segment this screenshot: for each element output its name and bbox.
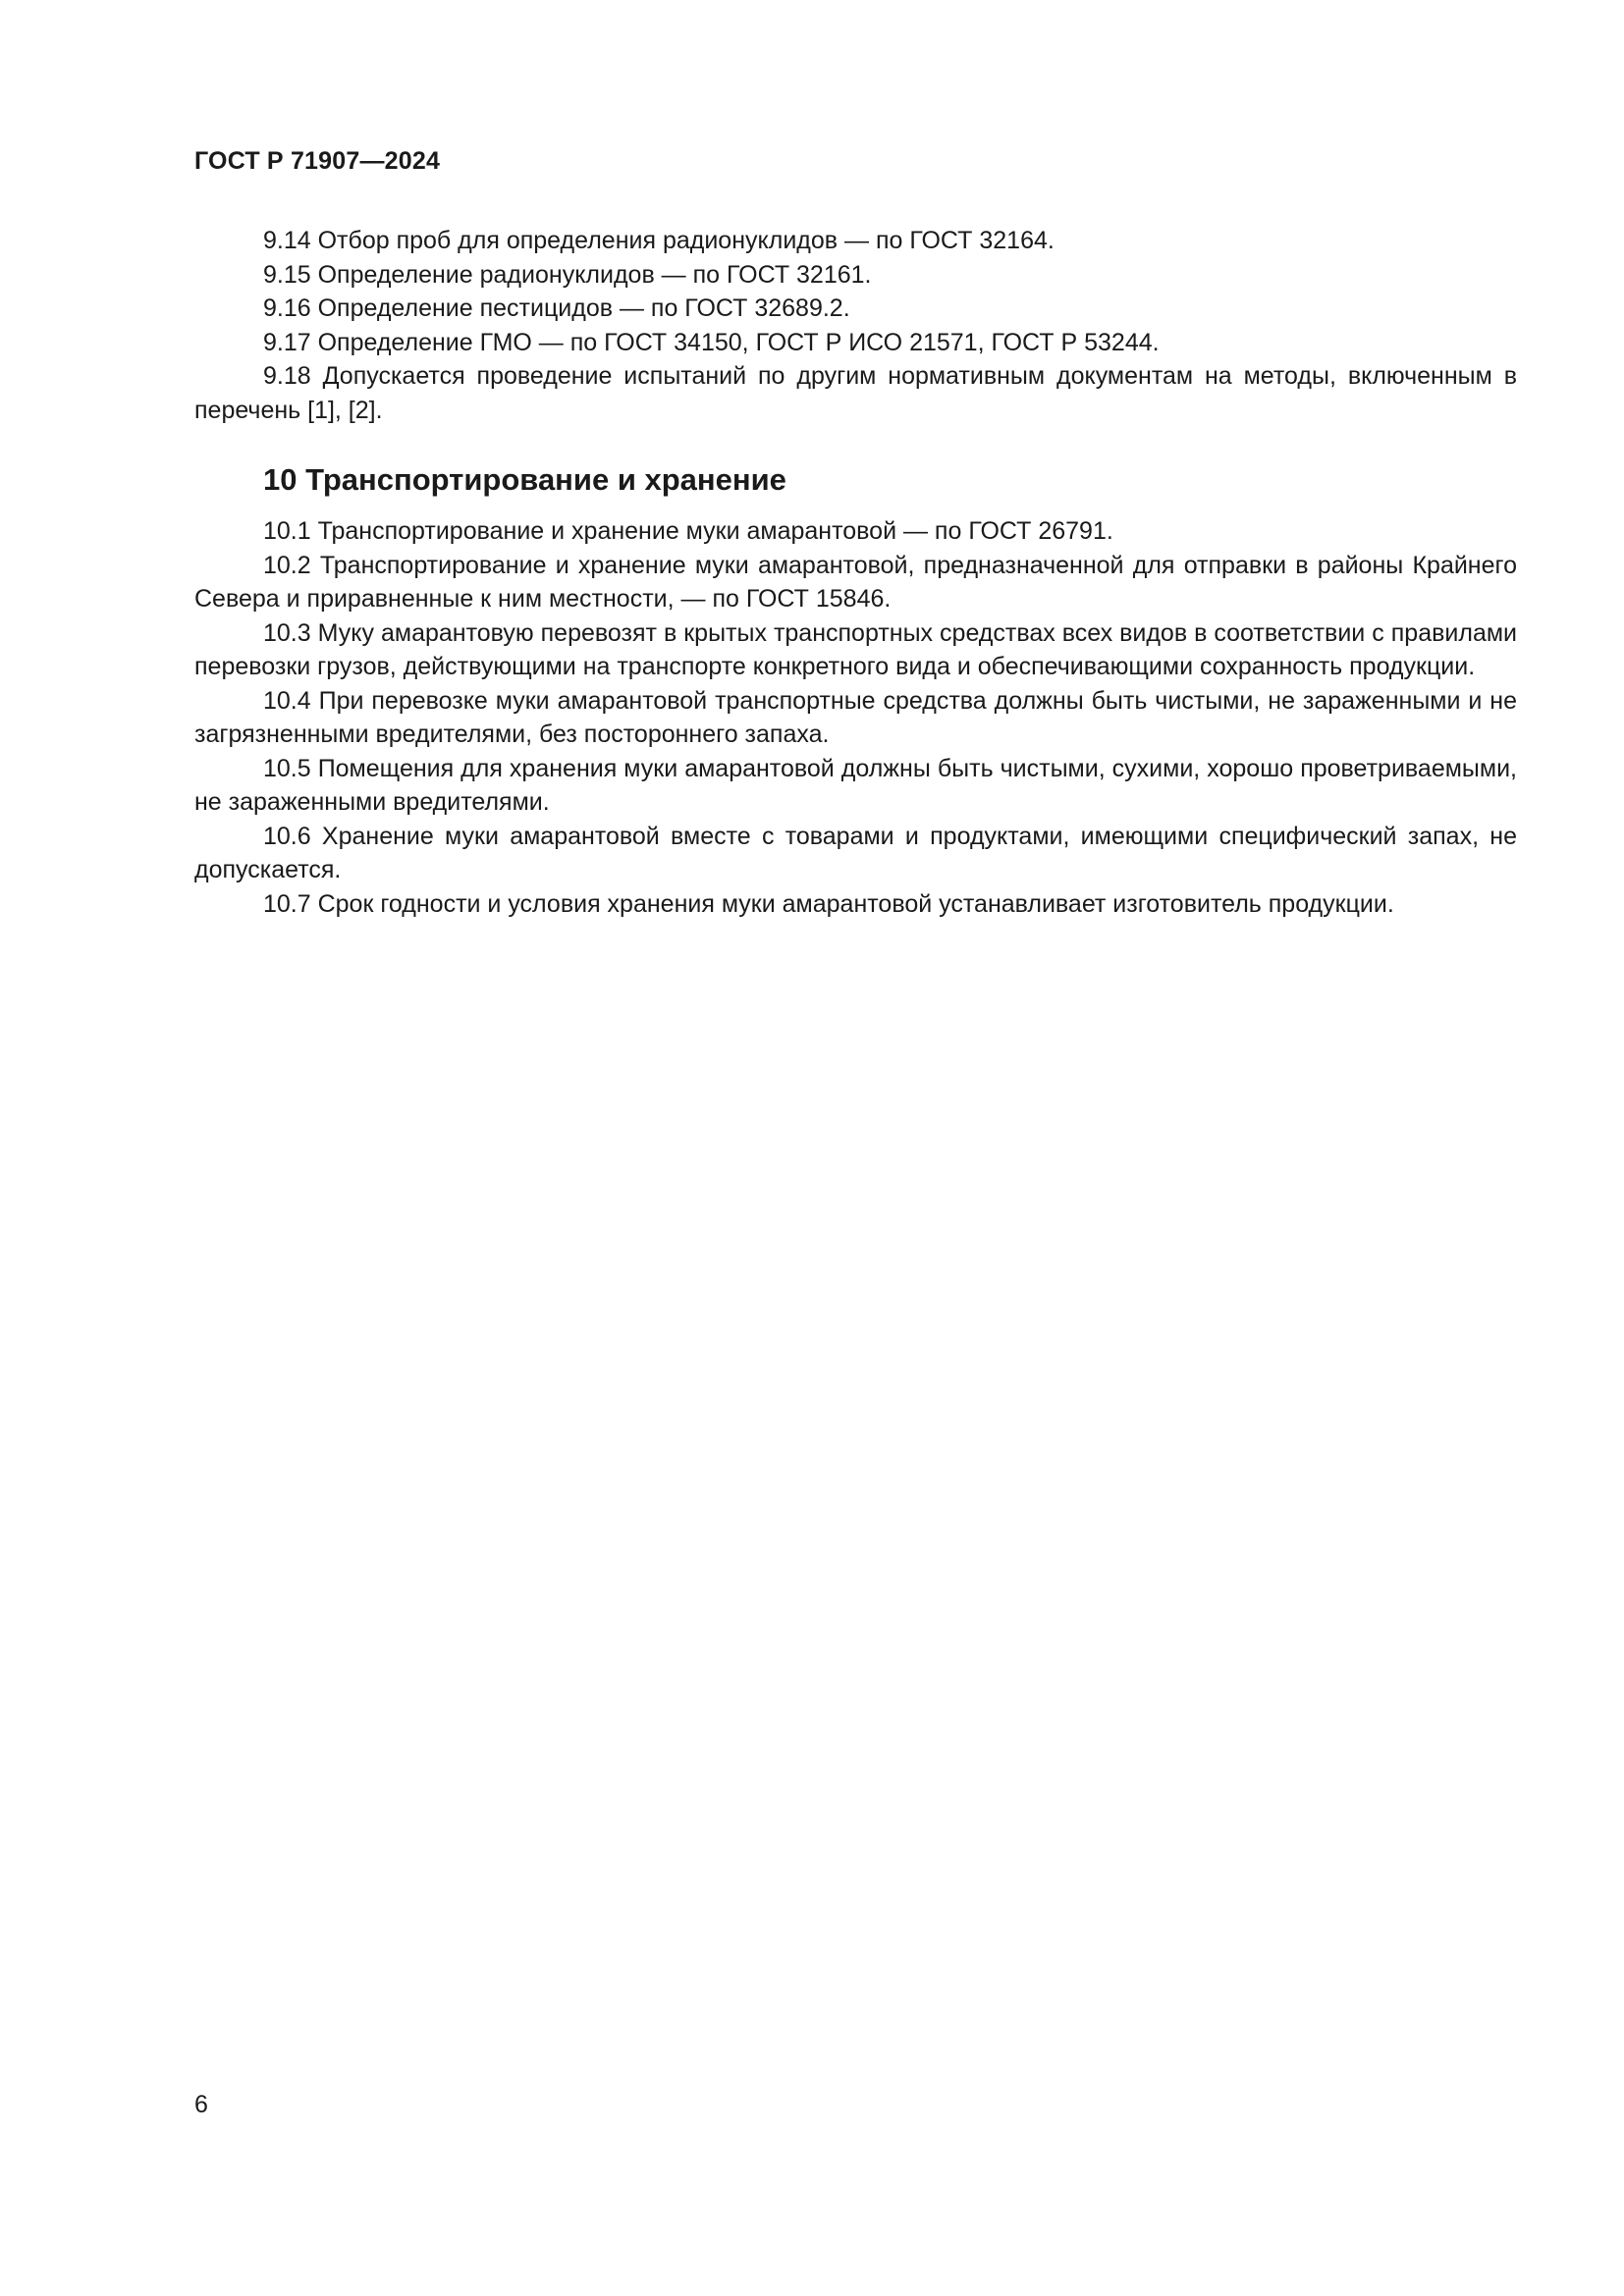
page-number: 6 [194,2091,208,2118]
clause-10-4: 10.4 При перевозке муки амарантовой транспортные средства должны быть чистыми, не зараженными и не загрязненными вредителями, без постороннего запаха. [194,686,1517,748]
document-header: ГОСТ Р 71907—2024 [194,147,441,175]
clause-10-3: 10.3 Муку амарантовую перевозят в крытых транспортных средствах всех видов в соответствии с правилами перевозки грузов, действующими на транспорте конкретного вида и обеспечивающими сохранность продукции. [194,618,1517,680]
document-body [194,224,1517,921]
clause-9-17: 9.17 Определение ГМО — по ГОСТ 34150, ГОСТ Р ИСО 21571, ГОСТ Р 53244. [263,328,1160,356]
clause-10-6: 10.6 Хранение муки амарантовой вместе с товарами и продуктами, имеющими специфический запах, не допускается. [194,822,1517,883]
section-10-heading: 10 Транспортирование и хранение [263,462,786,497]
clause-10-2: 10.2 Транспортирование и хранение муки амарантовой, предназначенной для отправки в районы Крайнего Севера и приравненные к ним местности, — по ГОСТ 15846. [194,551,1517,613]
clause-9-16: 9.16 Определение пестицидов — по ГОСТ 32689.2. [263,294,850,322]
clause-9-15: 9.15 Определение радионуклидов — по ГОСТ 32161. [263,260,872,289]
clause-10-1: 10.1 Транспортирование и хранение муки амарантовой — по ГОСТ 26791. [263,517,1113,545]
clause-9-14: 9.14 Отбор проб для определения радионуклидов — по ГОСТ 32164. [263,227,1055,254]
clause-10-7: 10.7 Срок годности и условия хранения муки амарантовой устанавливает изготовитель продукции. [263,889,1394,918]
clause-10-5: 10.5 Помещения для хранения муки амарантовой должны быть чистыми, сухими, хорошо проветриваемыми, не зараженными вредителями. [194,754,1517,816]
clause-9-18: 9.18 Допускается проведение испытаний по другим нормативным документам на методы, включенным в перечень [1], [2]. [194,362,1517,424]
